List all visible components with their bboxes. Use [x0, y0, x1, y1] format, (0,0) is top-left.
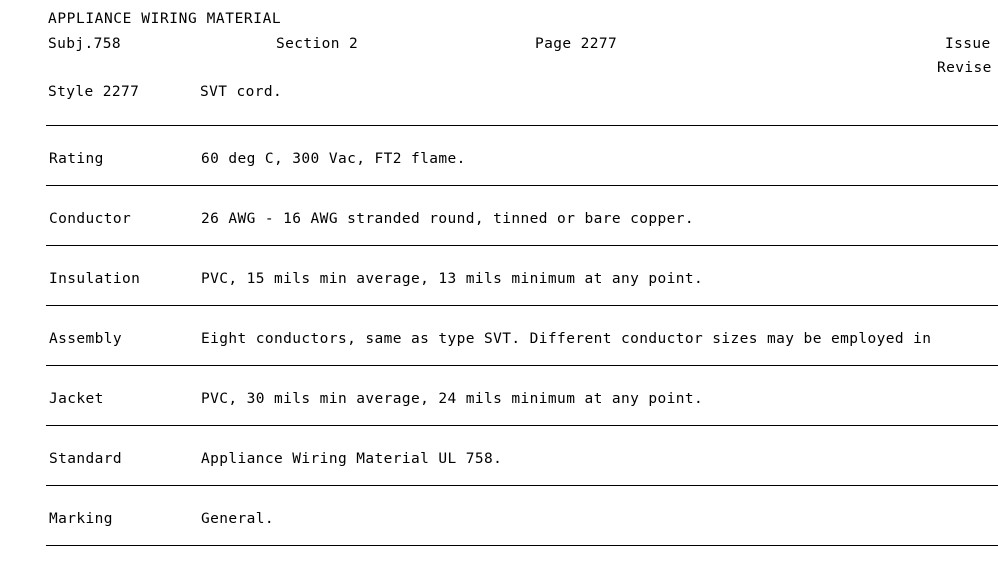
row-label: Insulation: [49, 271, 141, 287]
row-value: General.: [201, 511, 275, 527]
page-title: APPLIANCE WIRING MATERIAL: [48, 11, 282, 27]
document-meta-row: [48, 36, 998, 56]
revise-label: Revise: [937, 60, 992, 76]
table-row: [46, 186, 998, 245]
row-label: Assembly: [49, 331, 123, 347]
row-label: Jacket: [49, 391, 104, 407]
page-number: Page 2277: [535, 36, 618, 52]
table-row: [46, 426, 998, 485]
row-label: Rating: [49, 151, 104, 167]
table-rule: [46, 545, 998, 546]
subject-number: Subj.758: [48, 36, 122, 52]
row-label: Standard: [49, 451, 123, 467]
issue-label: Issue: [945, 36, 991, 52]
row-value: 26 AWG - 16 AWG stranded round, tinned or bare copper.: [201, 211, 695, 227]
row-value: Eight conductors, same as type SVT. Different conductor sizes may be employed in: [201, 331, 932, 347]
row-label: Conductor: [49, 211, 132, 227]
row-value: 60 deg C, 300 Vac, FT2 flame.: [201, 151, 466, 167]
table-row: [46, 366, 998, 425]
row-value: PVC, 30 mils min average, 24 mils minimum at any point.: [201, 391, 704, 407]
specification-table: [46, 125, 998, 546]
table-row: [46, 306, 998, 365]
row-label: Marking: [49, 511, 113, 527]
row-value: Appliance Wiring Material UL 758.: [201, 451, 503, 467]
row-value: PVC, 15 mils min average, 13 mils minimum at any point.: [201, 271, 704, 287]
table-row: [46, 126, 998, 185]
style-value: SVT cord.: [200, 84, 283, 100]
section-number: Section 2: [276, 36, 359, 52]
style-label: Style 2277: [48, 84, 140, 100]
table-row: [46, 486, 998, 545]
table-row: [46, 246, 998, 305]
